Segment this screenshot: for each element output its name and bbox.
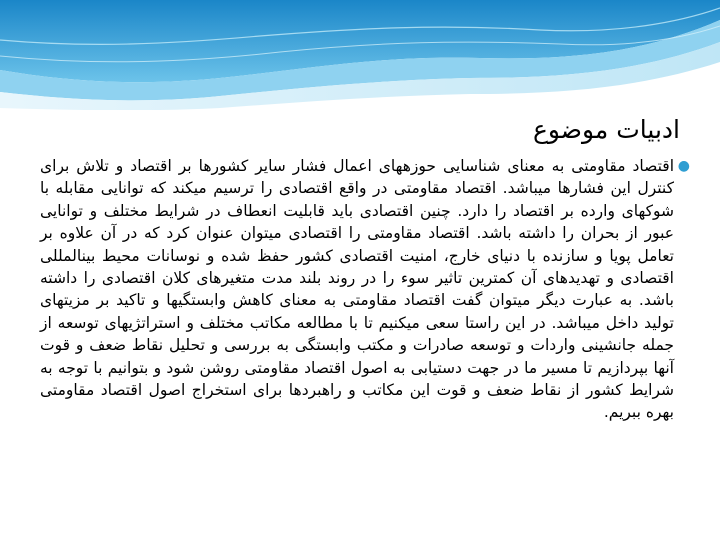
body-paragraph: اقتصاد مقاومتی به معنای شناسایی حوزههای اعمال فشار سایر کشورها بر اقتصاد و تلاش برای کنترل این فشارها میباشد. اقتصاد مقاومتی در واقع اقتصادی را ترسیم میکند که توانایی مقابله با شوکهای وارده بر اقتصاد را دارد. چنین اقتصادی باید قابلیت انعطاف در شرایط مختلف و توانایی عبور از بحران را داشته باشد. اقتصاد مقاومتی را اقتصادی میتوان عنوان کرد که در آن علاوه بر تعامل پویا و سازنده با دنیای خارج، امنیت اقتصادی کشور حفظ شده و نوسانات محیط بینالمللی اقتصادی و تهدیدهای آن کمترین تاثیر سوء را در روند بلند مدت متغیرهای کلان اقتصادی را داشته باشد. به عبارت دیگر میتوان گفت اقتصاد مقاومتی به معنای کاهش وابستگیها و تاکید بر مزیتهای تولید داخل میباشد. در این راستا سعی میکنیم تا با مطالعه مکاتب مختلف و استراتژیهای توسعه از جمله جانشینی واردات و توسعه صادرات و مکتب وابستگی به بررسی و تحلیل نقاط ضعف و قوت آنها بپردازیم تا مسیر ما در جهت دستیابی به اصول اقتصاد مقاومتی روشن شود و بتوانیم با توجه به شرایط کشور از نقاط ضعف و قوت این مکاتب و راهبردها برای استخراج اصول اقتصاد مقاومتی بهره ببریم. bbox=[40, 157, 674, 422]
wave-header-decoration bbox=[0, 0, 720, 110]
slide-title: ادبیات موضوع bbox=[532, 115, 680, 144]
content-box bbox=[40, 155, 690, 495]
bullet-dot-icon: ● bbox=[677, 158, 690, 174]
